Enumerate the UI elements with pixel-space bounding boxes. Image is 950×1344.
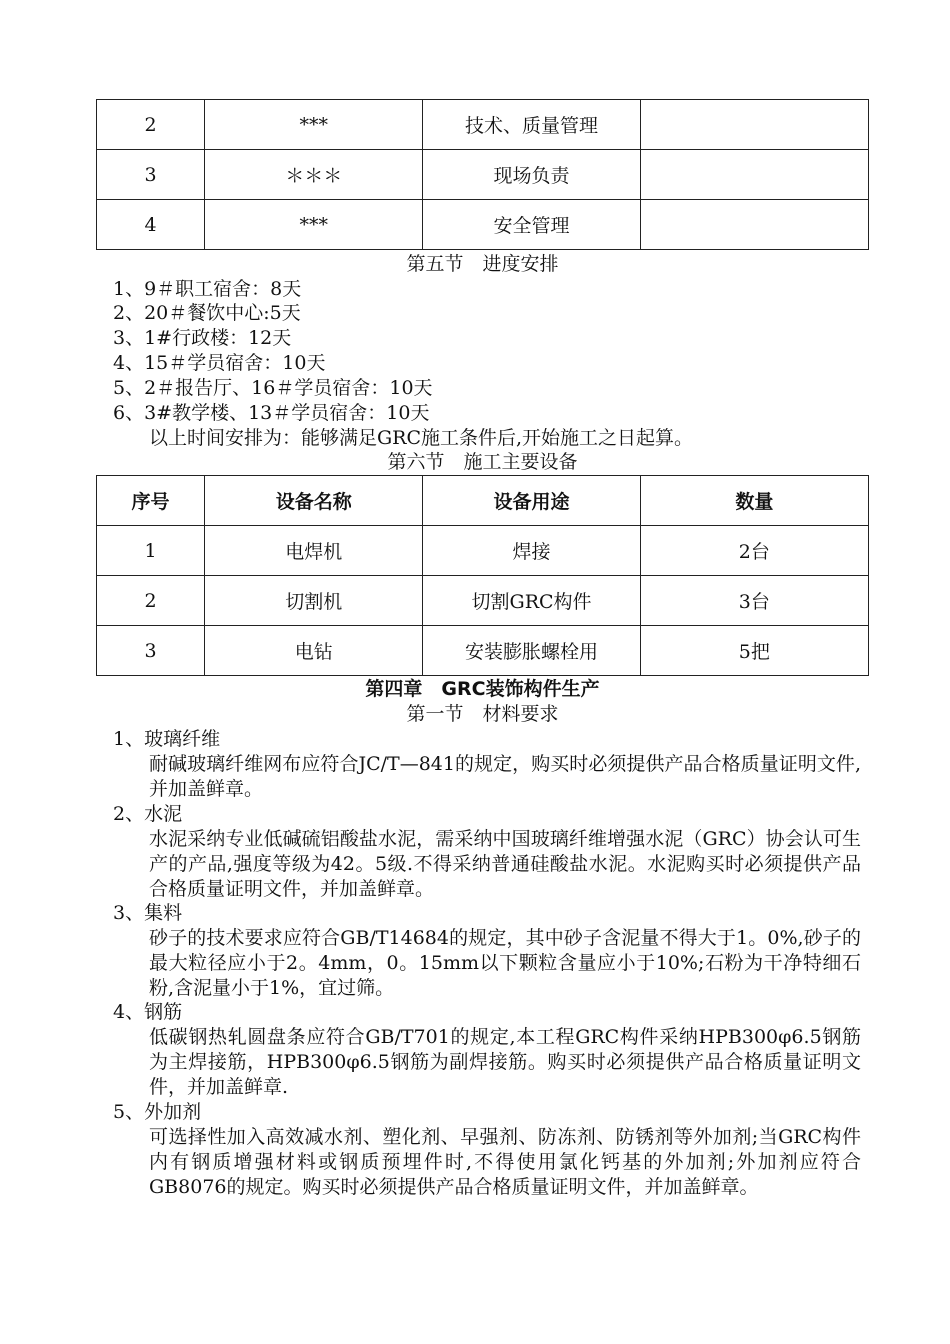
list-item: 6、3#教学楼、13＃学员宿舍：10天 [113, 402, 430, 424]
column-header: 数量 [640, 476, 868, 526]
table-cell [640, 100, 868, 150]
chapter-title: 第四章 GRC装饰构件生产 [365, 678, 600, 700]
table-cell: 5把 [640, 626, 868, 676]
staff-table [96, 99, 869, 250]
list-item: 5、2＃报告厅、16＃学员宿舍：10天 [113, 377, 433, 399]
item-body: 可选择性加入高效减水剂、塑化剂、早强剂、防冻剂、防锈剂等外加剂;当GRC构件内有钢质增强材料或钢质预埋件时,不得使用氯化钙基的外加剂;外加剂应符合GB8076的规定。购买时必须提供产品合格质量证明文件，并加盖鲜章。 [149, 1126, 861, 1198]
item-heading: 4、钢筋 [113, 1001, 183, 1023]
table-cell: 现场负责 [423, 150, 640, 200]
table-row [97, 100, 869, 150]
item-body: 水泥采纳专业低碱硫铝酸盐水泥，需采纳中国玻璃纤维增强水泥（GRC）协会认可生产的产品,强度等级为42。5级.不得采纳普通硅酸盐水泥。水泥购买时必须提供产品合格质量证明文件，并加盖鲜章。 [149, 828, 861, 900]
table-cell: 焊接 [423, 526, 640, 576]
table-cell [640, 150, 868, 200]
section-title: 第六节 施工主要设备 [387, 451, 578, 473]
table-row [97, 576, 869, 626]
item-heading: 2、水泥 [113, 803, 183, 825]
column-header: 序号 [97, 476, 205, 526]
equipment-table [96, 475, 869, 676]
table-cell: 安装膨胀螺栓用 [423, 626, 640, 676]
table-header-row [97, 476, 869, 526]
list-item: 4、15＃学员宿舍：10天 [113, 352, 326, 374]
table-cell: 切割GRC构件 [423, 576, 640, 626]
table-row [97, 526, 869, 576]
table-row [97, 626, 869, 676]
table-cell: *** [205, 200, 423, 250]
column-header: 设备名称 [205, 476, 423, 526]
column-header: 设备用途 [423, 476, 640, 526]
table-cell: 电钻 [205, 626, 423, 676]
table-cell: 3 [97, 150, 205, 200]
item-body: 耐碱玻璃纤维网布应符合JC/T—841的规定，购买时必须提供产品合格质量证明文件,并加盖鲜章。 [149, 753, 861, 800]
table-cell: 安全管理 [423, 200, 640, 250]
item-body: 砂子的技术要求应符合GB/T14684的规定，其中砂子含泥量不得大于1。0%,砂子的最大粒径应小于2。4mm，0。15mm以下颗粒含量应小于10%;石粉为干净特细石粉,含泥量小于1%，宜过筛。 [149, 927, 861, 999]
section-title: 第一节 材料要求 [406, 703, 559, 725]
table-cell: 4 [97, 200, 205, 250]
note-text: 以上时间安排为：能够满足GRC施工条件后,开始施工之日起算。 [149, 427, 694, 449]
item-heading: 5、外加剂 [113, 1101, 202, 1123]
table-cell: 2 [97, 576, 205, 626]
table-cell: 电焊机 [205, 526, 423, 576]
table-cell: 技术、质量管理 [423, 100, 640, 150]
list-item: 1、9＃职工宿舍：8天 [113, 278, 302, 300]
table-cell: 2台 [640, 526, 868, 576]
table-cell: 3 [97, 626, 205, 676]
list-item: 2、20＃餐饮中心:5天 [113, 302, 301, 324]
table-cell [640, 200, 868, 250]
table-row [97, 150, 869, 200]
table-cell: 1 [97, 526, 205, 576]
item-body: 低碳钢热轧圆盘条应符合GB/T701的规定,本工程GRC构件采纳HPB300φ6.5钢筋为主焊接筋，HPB300φ6.5钢筋为副焊接筋。购买时必须提供产品合格质量证明文件，并加盖鲜章. [149, 1026, 861, 1098]
table-cell: ＊＊＊ [205, 150, 423, 200]
table-row [97, 200, 869, 250]
table-cell: 2 [97, 100, 205, 150]
table-cell: *** [205, 100, 423, 150]
table-cell: 3台 [640, 576, 868, 626]
table-cell: 切割机 [205, 576, 423, 626]
item-heading: 1、玻璃纤维 [113, 728, 221, 750]
section-title: 第五节 进度安排 [406, 253, 559, 275]
list-item: 3、1#行政楼：12天 [113, 327, 292, 349]
item-heading: 3、集料 [113, 902, 183, 924]
